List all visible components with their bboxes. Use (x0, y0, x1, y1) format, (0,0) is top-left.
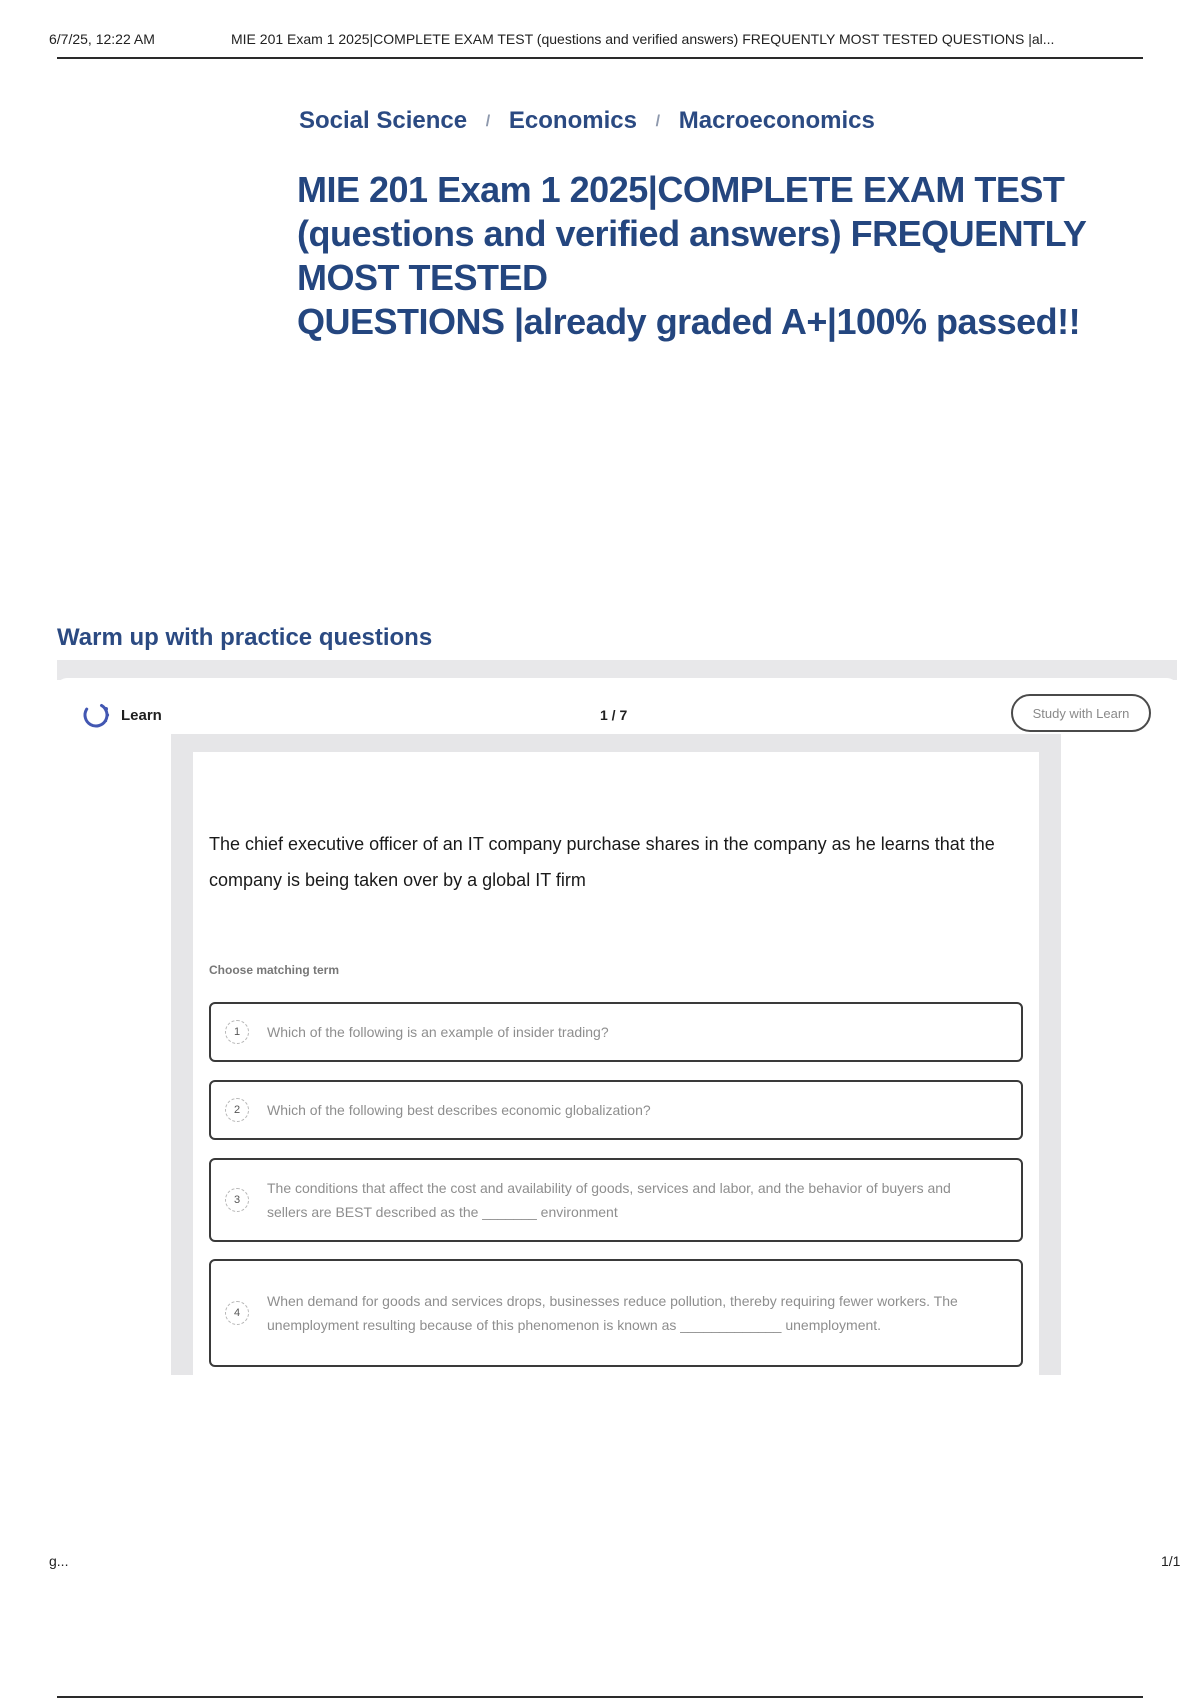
page-title-line: MOST TESTED (297, 257, 548, 298)
answer-option-4[interactable] (209, 1259, 1023, 1367)
option-number-badge: 2 (225, 1098, 249, 1122)
page-title (297, 168, 1117, 344)
footer-divider (57, 1696, 1143, 1698)
option-text: When demand for goods and services drops, businesses reduce pollution, thereby requiring fewer workers. The unemployment resulting because of this phenomenon is known as _____________ unemployment. (267, 1293, 958, 1333)
print-datetime: 6/7/25, 12:22 AM (49, 31, 155, 47)
print-footer-url: g... (49, 1553, 69, 1569)
option-number-badge: 3 (225, 1188, 249, 1212)
question-panel (193, 752, 1039, 1375)
question-frame (171, 734, 1061, 1375)
page-title-line: QUESTIONS |already graded A+|100% passed!! (297, 301, 1081, 342)
option-number-badge: 4 (225, 1301, 249, 1325)
learn-card (57, 678, 1177, 1375)
practice-band (57, 660, 1177, 680)
option-text: The conditions that affect the cost and availability of goods, services and labor, and the behavior of buyers and sellers are BEST described as the _______ environment (267, 1180, 951, 1220)
question-progress-counter: 1 / 7 (600, 707, 628, 723)
breadcrumb-separator: / (655, 112, 661, 130)
option-number-badge: 1 (225, 1020, 249, 1044)
print-document-title: MIE 201 Exam 1 2025|COMPLETE EXAM TEST (questions and verified answers) FREQUENTLY MOST TESTED QUESTIONS |al... (231, 31, 1055, 47)
learn-progress-ring-icon (81, 700, 111, 730)
study-with-learn-button[interactable]: Study with Learn (1011, 694, 1151, 732)
page-title-line: (questions and verified answers) FREQUENTLY (297, 213, 1087, 254)
option-text: Which of the following best describes economic globalization? (267, 1102, 651, 1118)
page-title-line: MIE 201 Exam 1 2025|COMPLETE EXAM TEST (297, 169, 1065, 210)
option-text: Which of the following is an example of insider trading? (267, 1024, 609, 1040)
learn-mode-indicator (81, 700, 162, 730)
print-page-number: 1/1 (1161, 1553, 1181, 1569)
breadcrumb-social-science[interactable]: Social Science (299, 107, 468, 134)
choose-matching-term-label: Choose matching term (209, 963, 340, 977)
practice-section-heading: Warm up with practice questions (57, 624, 433, 651)
answer-option-2[interactable] (209, 1080, 1023, 1140)
answer-option-3[interactable] (209, 1158, 1023, 1242)
learn-label: Learn (121, 706, 162, 724)
breadcrumb-macroeconomics[interactable]: Macroeconomics (678, 107, 875, 134)
question-prompt: The chief executive officer of an IT company purchase shares in the company as he learns that the company is being taken over by a global IT firm (209, 834, 995, 890)
print-header (0, 0, 1200, 60)
breadcrumb (299, 107, 875, 135)
answer-option-1[interactable] (209, 1002, 1023, 1062)
breadcrumb-separator: / (485, 112, 491, 130)
breadcrumb-economics[interactable]: Economics (508, 107, 637, 134)
header-divider (57, 57, 1143, 59)
